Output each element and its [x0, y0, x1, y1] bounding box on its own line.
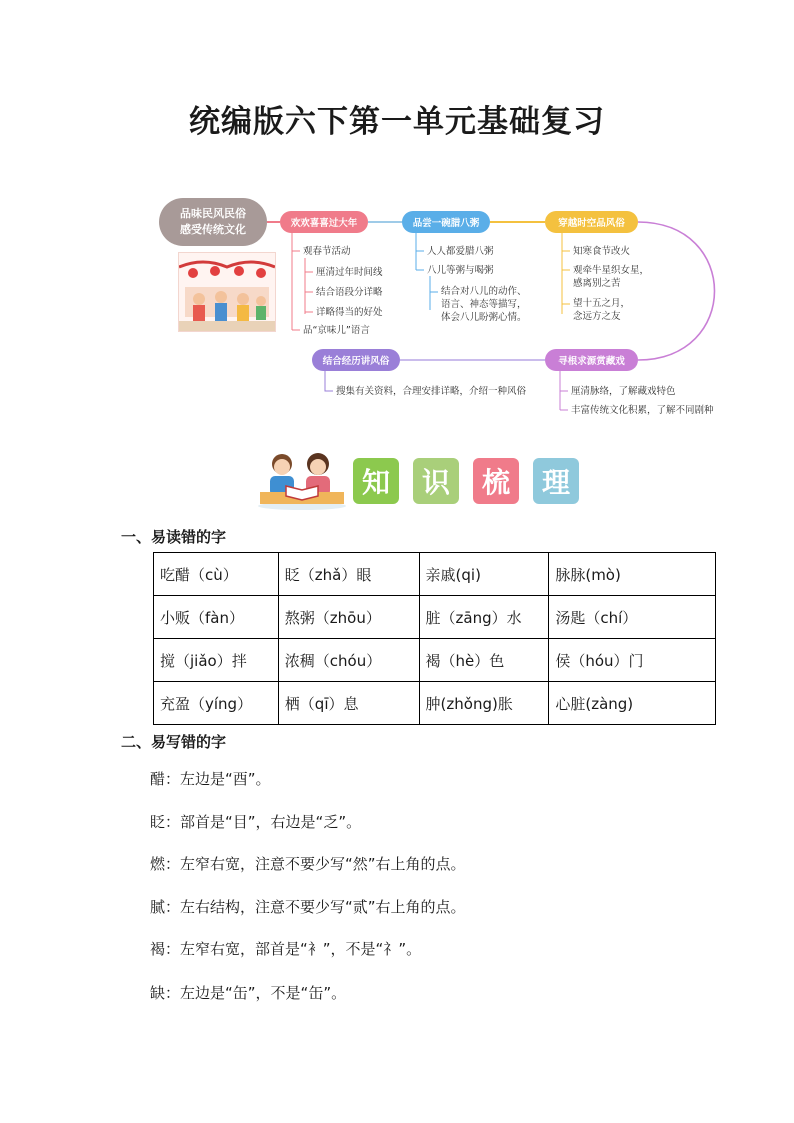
mind-map-item: 念远方之友 [573, 311, 621, 322]
banner-tile: 识 [413, 458, 459, 504]
mind-map-item: 观牵牛星织女星， [573, 265, 650, 276]
section-heading-misread: 一、易读错的字 [121, 528, 227, 546]
table-cell: 熬粥（zhōu） [278, 596, 419, 639]
writing-tip: 燃：左窄右宽，注意不要少写“然”右上角的点。 [150, 855, 466, 873]
table-cell: 脏（zāng）水 [419, 596, 549, 639]
table-row [154, 682, 716, 725]
mind-map-item: 望十五之月， [573, 298, 631, 309]
mind-map [150, 192, 730, 422]
banner-tile: 理 [533, 458, 579, 504]
table-row [154, 639, 716, 682]
table-cell: 栖（qī）息 [278, 682, 419, 725]
mind-map-item: 搜集有关资料，合理安排详略，介绍一种风俗 [336, 386, 527, 397]
mind-map-item: 体会八儿盼粥心情。 [441, 312, 527, 323]
mind-map-item: 品“京味儿”语言 [303, 325, 370, 336]
root-line-2: 感受传统文化 [180, 223, 246, 236]
table-cell: 眨（zhǎ）眼 [278, 553, 419, 596]
mind-map-root [159, 198, 267, 246]
mind-map-item: 八儿等粥与喝粥 [427, 265, 494, 276]
writing-tip: 褐：左窄右宽，部首是“衤”，不是“礻”。 [150, 940, 422, 958]
mind-map-item: 丰富传统文化积累，了解不同剧种 [571, 405, 714, 416]
mind-map-item: 语言、神态等描写， [441, 299, 527, 310]
table-cell: 褐（hè）色 [419, 639, 549, 682]
table-cell: 汤匙（chí） [549, 596, 716, 639]
table-cell: 吃醋（cù） [154, 553, 279, 596]
table-cell: 肿(zhǒng)胀 [419, 682, 549, 725]
mind-map-item: 知寒食节改火 [573, 246, 631, 257]
table-row [154, 596, 716, 639]
table-row [154, 553, 716, 596]
mind-map-item: 观春节活动 [303, 246, 351, 257]
mind-map-item: 厘清过年时间线 [316, 267, 383, 278]
branch-pill-writing: 结合经历讲风俗 [312, 349, 400, 371]
mind-map-item: 厘清脉络，了解藏戏特色 [571, 386, 676, 397]
branch-pill-laba: 品尝一碗腊八粥 [402, 211, 490, 233]
page-title: 统编版六下第一单元基础复习 [189, 104, 605, 140]
misread-words-table [153, 552, 716, 725]
mind-map-item: 感离别之苦 [573, 278, 621, 289]
banner-tile: 梳 [473, 458, 519, 504]
writing-tip: 眨：部首是“目”，右边是“乏”。 [150, 813, 362, 831]
students-reading-icon [256, 450, 348, 510]
mind-map-item: 结合语段分详略 [316, 287, 383, 298]
mind-map-item: 人人都爱腊八粥 [427, 246, 494, 257]
knowledge-banner [256, 450, 586, 510]
branch-pill-customs: 穿越时空品风俗 [545, 211, 638, 233]
table-cell: 脉脉(mò) [549, 553, 716, 596]
table-cell: 侯（hóu）门 [549, 639, 716, 682]
table-cell: 充盈（yíng） [154, 682, 279, 725]
branch-pill-tibetan-opera: 寻根求源赏藏戏 [545, 349, 638, 371]
table-cell: 小贩（fàn） [154, 596, 279, 639]
banner-tile: 知 [353, 458, 399, 504]
festival-illustration [178, 252, 276, 332]
writing-tip: 腻：左右结构，注意不要少写“贰”右上角的点。 [150, 898, 466, 916]
writing-tip: 醋：左边是“酉”。 [150, 770, 271, 788]
table-cell: 心脏(zàng) [549, 682, 716, 725]
writing-tip: 缺：左边是“缶”，不是“缶”。 [150, 984, 347, 1002]
branch-pill-new-year: 欢欢喜喜过大年 [280, 211, 368, 233]
table-cell: 浓稠（chóu） [278, 639, 419, 682]
table-cell: 搅（jiǎo）拌 [154, 639, 279, 682]
section-heading-miswritten: 二、易写错的字 [121, 733, 227, 751]
mind-map-item: 详略得当的好处 [316, 307, 383, 318]
mind-map-item: 结合对八儿的动作、 [441, 286, 527, 297]
table-cell: 亲戚(qi) [419, 553, 549, 596]
root-line-1: 品味民风民俗 [180, 207, 246, 220]
